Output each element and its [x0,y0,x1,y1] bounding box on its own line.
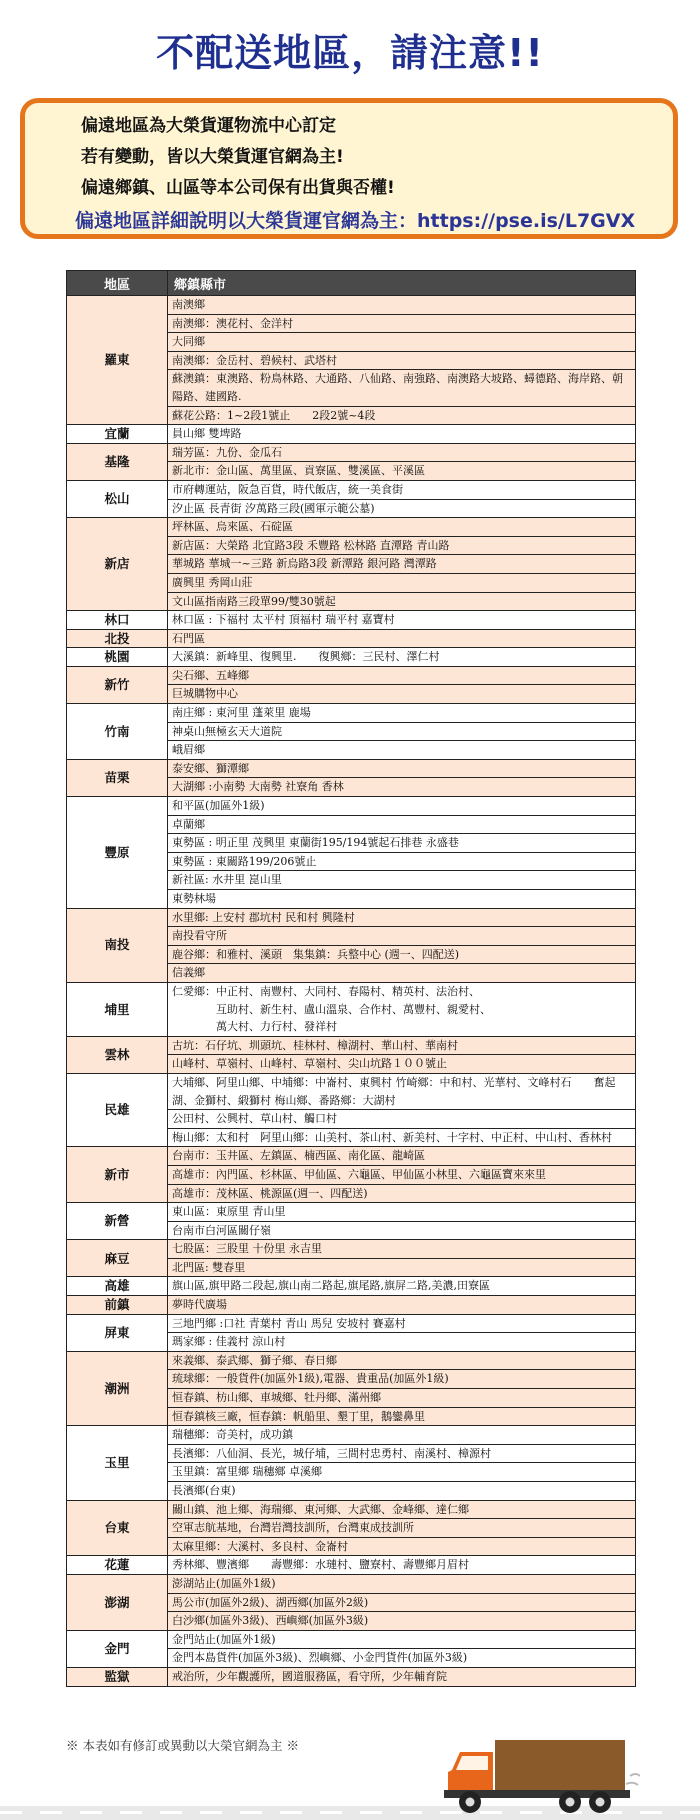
town-cell: 大同鄉 [168,333,636,352]
town-cell: 南澳鄉：金岳村、碧候村、武塔村 [168,351,636,370]
table-row [67,759,636,778]
town-cell: 尖石鄉、五峰鄉 [168,666,636,685]
table-row [67,982,636,1036]
delivery-truck-icon [440,1732,640,1816]
region-name: 花蓮 [67,1556,168,1575]
table-row [67,1351,636,1370]
table-row [67,1667,636,1686]
region-name: 基隆 [67,443,168,480]
region-name: 豐原 [67,797,168,909]
region-name: 潮洲 [67,1351,168,1425]
region-name: 監獄 [67,1667,168,1686]
town-cell: 長濱鄉：八仙洞、長光，城仔埔，三間村忠勇村、南溪村、樟源村 [168,1444,636,1463]
town-cell: 北門區: 雙春里 [168,1258,636,1277]
region-name: 羅東 [67,296,168,425]
town-cell: 瑞芳區：九份、金瓜石 [168,443,636,462]
town-cell: 東勢區 : 東關路199/206號止 [168,852,636,871]
town-cell: 鹿谷鄉：和雅村、溪頭 集集鎮：兵整中心 (週一、四配送) [168,945,636,964]
region-name: 新營 [67,1203,168,1240]
town-cell: 峨眉鄉 [168,741,636,760]
notice-box [20,98,678,239]
region-name: 金門 [67,1630,168,1667]
town-cell: 七股區：三股里 十份里 永吉里 [168,1240,636,1259]
region-name: 南投 [67,908,168,982]
town-cell: 新北市：金山區、萬里區、貢寮區、雙溪區、平溪區 [168,462,636,481]
town-cell: 夢時代廣場 [168,1296,636,1315]
town-cell: 石門區 [168,629,636,648]
table-row [67,1147,636,1166]
town-cell: 東山區：東原里 青山里 [168,1203,636,1222]
town-cell: 公田村、公興村、草山村、觸口村 [168,1110,636,1129]
region-name: 雲林 [67,1036,168,1073]
region-name: 松山 [67,480,168,517]
truck-cargo [495,1740,625,1796]
town-cell: 大湖鄉 :小南勢 大南勢 社寮角 香林 [168,778,636,797]
table-header-row [67,271,636,296]
table-row [67,296,636,315]
town-cell: 高雄市：內門區、杉林區、甲仙區、六龜區、甲仙區小林里、六龜區寶來來里 [168,1165,636,1184]
table-row [67,629,636,648]
table-row [67,908,636,927]
table-row [67,1203,636,1222]
town-cell: 新店區：大榮路 北宜路3段 禾豐路 松林路 直潭路 青山路 [168,536,636,555]
table-row [67,1426,636,1445]
region-name: 竹南 [67,704,168,760]
town-cell: 南投看守所 [168,927,636,946]
region-name: 北投 [67,629,168,648]
region-name: 麻豆 [67,1240,168,1277]
table-row [67,1574,636,1593]
town-cell: 東勢林場 [168,890,636,909]
table-row [67,425,636,444]
region-name: 玉里 [67,1426,168,1500]
town-cell: 南澳鄉 [168,296,636,315]
town-cell: 旗山區,旗甲路二段起,旗山南二路起,旗尾路,旗屏二路,美濃,田寮區 [168,1277,636,1296]
town-cell: 澎湖站止(加區外1級) [168,1574,636,1593]
town-cell: 大埔鄉、阿里山鄉、中埔鄉：中崙村、東興村 竹崎鄉：中和村、光華村、文峰村石 奮起湖、金獅村、緞獅村 梅山鄉、番路鄉：大湖村 [168,1073,636,1109]
table-row [67,666,636,685]
region-name: 宜蘭 [67,425,168,444]
town-cell: 信義鄉 [168,964,636,983]
town-cell: 汐止區 長青街 汐萬路三段(國軍示範公墓) [168,499,636,518]
town-cell: 山峰村、草嶺村、山峰村、草嶺村、尖山坑路１００號止 [168,1055,636,1074]
town-cell: 林口區 : 下福村 太平村 頂福村 瑞平村 嘉寶村 [168,611,636,630]
notice-line-3: 偏遠鄉鎮、山區等本公司保有出貨與否權! [81,178,395,198]
town-cell: 玉里鎮：富里鄉 瑞穗鄉 卓溪鄉 [168,1463,636,1482]
table-row [67,518,636,537]
region-name: 埔里 [67,982,168,1036]
town-cell: 關山鎮、池上鄉、海瑞鄉、東河鄉、大武鄉、金峰鄉、達仁鄉 [168,1500,636,1519]
town-cell: 台南市：玉井區、左鎮區、楠西區、南化區、龍崎區 [168,1147,636,1166]
town-cell: 三地門鄉 :口社 青葉村 青山 馬兒 安坡村 賽嘉村 [168,1314,636,1333]
region-name: 桃園 [67,648,168,667]
table-body [67,296,636,1687]
header-region: 地區 [67,271,168,296]
table-row [67,443,636,462]
town-cell: 古坑：石仔坑、圳頭坑、桂林村、樟湖村、華山村、華南村 [168,1036,636,1055]
town-cell: 馬公市(加區外2級)、湖西鄉(加區外2級) [168,1593,636,1612]
town-cell: 瑪家鄉 : 佳義村 涼山村 [168,1333,636,1352]
region-name: 澎湖 [67,1574,168,1630]
town-cell: 員山鄉 雙埤路 [168,425,636,444]
region-name: 民雄 [67,1073,168,1146]
notice-link[interactable]: 偏遠地區詳細說明以大榮貨運官網為主：https://pse.is/L7GVX [75,210,636,232]
town-cell: 仁愛鄉：中正村、南豐村、大同村、春陽村、精英村、法治村、 互助村、新生村、盧山溫泉、合作村、萬豐村、親愛村、 萬大村、力行村、發祥村 [168,982,636,1036]
table-row [67,1314,636,1333]
town-cell: 蘇花公路：1~2段1號止 2段2號~4段 [168,406,636,425]
town-cell: 南澳鄉：澳花村、金洋村 [168,314,636,333]
town-cell: 高雄市：茂林區、桃源區(週一、四配送) [168,1184,636,1203]
town-cell: 太麻里鄉：大溪村、多良村、金崙村 [168,1537,636,1556]
region-name: 前鎮 [67,1296,168,1315]
town-cell: 泰安鄉、獅潭鄉 [168,759,636,778]
town-cell: 蘇澳鎮：東澳路、粉鳥林路、大通路、八仙路、南強路、南澳路大坡路、蟳德路、海岸路、朝陽路、建國路. [168,370,636,406]
town-cell: 來義鄉、泰武鄉、獅子鄉、春日鄉 [168,1351,636,1370]
town-cell: 台南市白河區關仔嶺 [168,1221,636,1240]
region-name: 新竹 [67,666,168,703]
region-name: 新市 [67,1147,168,1203]
table-row [67,1296,636,1315]
town-cell: 坪林區、烏來區、石碇區 [168,518,636,537]
table-row [67,1630,636,1649]
town-cell: 秀林鄉、豐濱鄉 壽豐鄉：水璉村、鹽寮村、壽豐鄉月眉村 [168,1556,636,1575]
table-row [67,797,636,816]
town-cell: 梅山鄉：太和村 阿里山鄉：山美村、茶山村、新美村、十字村、中正村、中山村、香林村 [168,1128,636,1147]
table-row [67,1556,636,1575]
footer-note: ※ 本表如有修訂或異動以大榮官網為主 ※ [66,1738,299,1753]
notice-line-2: 若有變動，皆以大榮貨運官網為主! [81,147,344,167]
table-row [67,704,636,723]
region-name: 高雄 [67,1277,168,1296]
table-row [67,1240,636,1259]
town-cell: 文山區指南路三段單99/雙30號起 [168,592,636,611]
town-cell: 廣興里 秀岡山莊 [168,573,636,592]
page-title: 不配送地區，請注意!! [156,31,544,75]
town-cell: 金門站止(加區外1級) [168,1630,636,1649]
town-cell: 大溪鎮：新峰里、復興里. 復興鄉：三民村、澤仁村 [168,648,636,667]
table-row [67,1277,636,1296]
town-cell: 神桌山無極玄天大道院 [168,722,636,741]
town-cell: 和平區(加區外1級) [168,797,636,816]
town-cell: 市府轉運站，阪急百貨，時代飯店，統一美食街 [168,480,636,499]
region-name: 新店 [67,518,168,611]
notice-line-1: 偏遠地區為大榮貨運物流中心訂定 [81,116,336,136]
town-cell: 長濱鄉(台東) [168,1482,636,1501]
table-row [67,1500,636,1519]
town-cell: 瑞穗鄉：奇美村，成功鎮 [168,1426,636,1445]
table-row [67,1036,636,1055]
town-cell: 水里鄉: 上安村 郡坑村 民和村 興隆村 [168,908,636,927]
town-cell: 南庄鄉 : 東河里 蓬萊里 鹿場 [168,704,636,723]
town-cell: 卓蘭鄉 [168,815,636,834]
header-towns: 鄉鎮縣市 [168,271,636,296]
town-cell: 恒春鎮核三廠，恒春鎮：帆船里、墾丁里，鵝鑾鼻里 [168,1407,636,1426]
town-cell: 空軍志航基地，台灣岩灣技訓所，台灣東成技訓所 [168,1519,636,1538]
region-name: 苗栗 [67,759,168,796]
town-cell: 戒治所，少年觀護所，國道服務區，看守所，少年輔育院 [168,1667,636,1686]
region-name: 屏東 [67,1314,168,1351]
town-cell: 琉球鄉：一般貨件(加區外1級),電器、貴重品(加區外1級) [168,1370,636,1389]
town-cell: 金門本島貨件(加區外3級)、烈嶼鄉、小金門貨件(加區外3級) [168,1649,636,1668]
truck-exhaust [626,1774,640,1785]
town-cell: 新社區: 水井里 崑山里 [168,871,636,890]
region-name: 林口 [67,611,168,630]
table-row [67,1073,636,1109]
table-row [67,648,636,667]
table-row [67,480,636,499]
town-cell: 恒春鎮、枋山鄉、車城鄉、牡丹鄉、滿州鄉 [168,1389,636,1408]
town-cell: 巨城購物中心 [168,685,636,704]
town-cell: 東勢區 : 明正里 茂興里 東蘭街195/194號起石排巷 永盛巷 [168,834,636,853]
region-name: 台東 [67,1500,168,1556]
town-cell: 白沙鄉(加區外3級)、西嶼鄉(加區外3級) [168,1612,636,1631]
region-table [66,270,636,1687]
table-row [67,611,636,630]
town-cell: 華城路 華城一~三路 新烏路3段 新潭路 銀河路 灣潭路 [168,555,636,574]
